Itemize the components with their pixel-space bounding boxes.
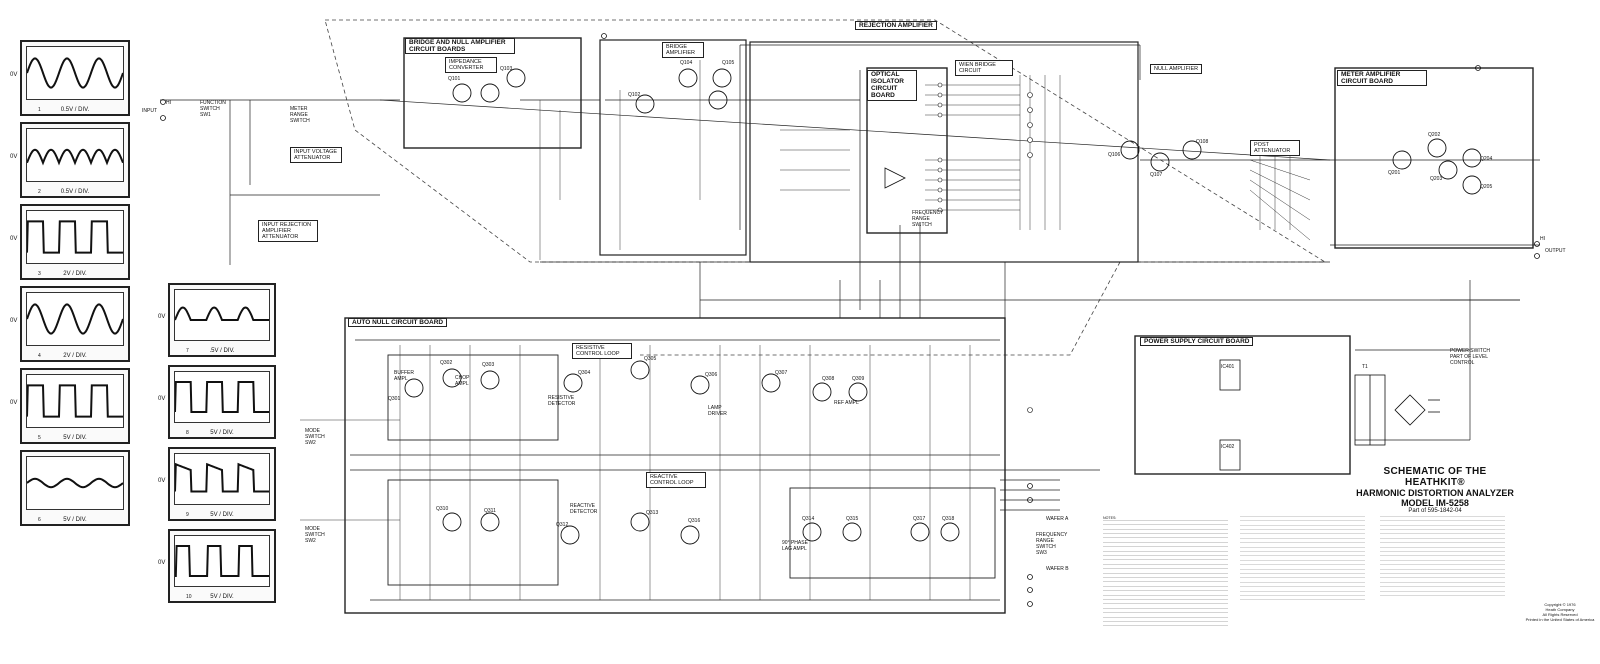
scope-zero-label: 0V <box>10 400 18 406</box>
lamp-driver-label: LAMP DRIVER <box>708 405 727 417</box>
scope-screen <box>174 453 270 505</box>
svg-text:SWITCH: SWITCH <box>305 434 325 440</box>
notes-title: NOTES: <box>1103 516 1117 520</box>
svg-text:INPUT: INPUT <box>142 108 157 114</box>
notes-col-1 <box>1103 516 1228 630</box>
svg-text:IC402: IC402 <box>1221 444 1235 450</box>
svg-text:Q315: Q315 <box>846 516 859 522</box>
scope-screen <box>174 535 270 587</box>
svg-text:Q108: Q108 <box>1196 139 1209 145</box>
scope-caption: 5V / DIV. <box>210 430 234 436</box>
copyright-line: Heath Company <box>1545 607 1575 612</box>
scope-marker: 3 <box>38 271 41 277</box>
svg-text:MODE: MODE <box>305 526 320 532</box>
oscilloscope-trace <box>10 204 130 280</box>
transistor-symbols <box>405 69 1481 544</box>
svg-text:Q316: Q316 <box>688 518 701 524</box>
svg-text:Q105: Q105 <box>722 60 735 66</box>
scope-screen <box>26 128 124 182</box>
svg-text:PART OF LEVEL: PART OF LEVEL <box>1450 354 1489 360</box>
svg-text:SWITCH: SWITCH <box>200 106 220 112</box>
buffer-ampl-label: BUFFER AMPL <box>394 370 414 382</box>
scope-zero-label: 0V <box>158 314 166 320</box>
scope-marker: 4 <box>38 353 41 359</box>
svg-text:WAFER B: WAFER B <box>1046 566 1069 572</box>
oscilloscope-trace <box>158 529 276 603</box>
svg-text:Q306: Q306 <box>705 372 718 378</box>
scope-marker: 1 <box>38 107 41 113</box>
q101-label: Q101 <box>448 76 461 82</box>
input-rejection-attenuator-label: INPUT REJECTION AMPLIFIER ATTENUATOR <box>258 220 318 242</box>
scope-marker: 8 <box>186 430 189 436</box>
ref-ampl-label: REF AMPL <box>834 400 859 406</box>
scope-caption: 5V / DIV. <box>210 594 234 600</box>
scope-screen <box>26 46 124 100</box>
diagram-title: SCHEMATIC OF THE <box>1383 466 1487 477</box>
svg-text:Q310: Q310 <box>436 506 449 512</box>
oscilloscope-trace <box>10 368 130 444</box>
svg-text:Q203: Q203 <box>1430 176 1443 182</box>
scope-zero-label: 0V <box>158 478 166 484</box>
diagram-subtitle: HARMONIC DISTORTION ANALYZER <box>1356 488 1514 498</box>
svg-text:T1: T1 <box>1362 364 1368 370</box>
impedance-converter-label: IMPEDANCE CONVERTER <box>445 57 497 73</box>
svg-text:Q312: Q312 <box>556 522 569 528</box>
oscilloscope-trace <box>10 286 130 362</box>
svg-text:SW3: SW3 <box>1036 550 1047 556</box>
scope-zero-label: 0V <box>10 318 18 324</box>
diagram-brand: HEATHKIT® <box>1405 477 1465 488</box>
scope-caption: 5V / DIV. <box>63 435 87 441</box>
post-attenuator-label: POST ATTENUATOR <box>1250 140 1300 156</box>
svg-text:Q107: Q107 <box>1150 172 1163 178</box>
svg-text:METER: METER <box>290 106 308 112</box>
svg-text:RANGE: RANGE <box>1036 538 1054 544</box>
svg-text:Q202: Q202 <box>1428 132 1441 138</box>
oscilloscope-trace <box>158 365 276 439</box>
svg-text:Q318: Q318 <box>942 516 955 522</box>
svg-text:HI: HI <box>166 100 171 106</box>
svg-text:Q302: Q302 <box>440 360 453 366</box>
scope-zero-label: 0V <box>158 396 166 402</box>
scope-caption: 0.5V / DIV. <box>60 107 90 113</box>
scope-screen <box>174 371 270 423</box>
scope-caption: 2V / DIV. <box>63 271 87 277</box>
scope-screen <box>26 210 124 264</box>
chop-ampl-label: CHOP AMPL <box>455 375 470 387</box>
scope-screen <box>26 292 124 346</box>
svg-text:MODE: MODE <box>305 428 320 434</box>
svg-text:WAFER A: WAFER A <box>1046 516 1069 522</box>
scope-marker: 5 <box>38 435 41 441</box>
svg-text:Q311: Q311 <box>484 508 496 514</box>
scope-screen <box>26 456 124 510</box>
svg-text:SWITCH: SWITCH <box>305 532 325 538</box>
svg-text:RANGE: RANGE <box>290 112 308 118</box>
scope-zero-label: 0V <box>10 154 18 160</box>
copyright-line: Printed in the United States of America <box>1525 617 1595 622</box>
notes-col-2 <box>1240 516 1365 604</box>
svg-text:Q204: Q204 <box>1480 156 1493 162</box>
svg-text:Q303: Q303 <box>482 362 495 368</box>
scope-zero-label: 0V <box>10 72 18 78</box>
svg-text:CONTROL: CONTROL <box>1450 360 1475 366</box>
wien-bridge-label: WIEN BRIDGE CIRCUIT <box>955 60 1013 76</box>
svg-text:SW1: SW1 <box>200 112 211 118</box>
svg-text:OUTPUT: OUTPUT <box>1545 248 1566 254</box>
svg-text:Q205: Q205 <box>1480 184 1493 190</box>
scope-marker: 6 <box>38 517 41 523</box>
oscilloscope-trace <box>158 447 276 521</box>
scope-caption: .5V / DIV. <box>209 348 235 354</box>
power-supply-board-label: POWER SUPPLY CIRCUIT BOARD <box>1140 337 1253 346</box>
svg-text:Q102: Q102 <box>628 92 641 98</box>
title-block <box>1330 466 1540 514</box>
scope-marker: 2 <box>38 189 41 195</box>
meter-amplifier-board-label: METER AMPLIFIER CIRCUIT BOARD <box>1337 70 1427 86</box>
svg-text:Q309: Q309 <box>852 376 865 382</box>
null-amplifier-label: NULL AMPLIFIER <box>1150 64 1202 74</box>
copyright-block <box>1520 602 1600 622</box>
svg-text:IC401: IC401 <box>1221 364 1235 370</box>
oscilloscope-trace <box>10 40 130 116</box>
svg-text:HI: HI <box>1540 236 1545 242</box>
bridge-null-board-outline <box>404 38 581 148</box>
diagram-model: MODEL IM-5258 <box>1401 498 1469 508</box>
svg-text:SWITCH: SWITCH <box>1036 544 1056 550</box>
scope-caption: 0.5V / DIV. <box>60 189 90 195</box>
auto-null-board-label: AUTO NULL CIRCUIT BOARD <box>348 318 447 327</box>
oscilloscope-trace <box>10 122 130 198</box>
bridge-amplifier-label: BRIDGE AMPLIFIER <box>662 42 704 58</box>
oscilloscope-trace <box>158 283 276 357</box>
scope-screen <box>174 289 270 341</box>
svg-text:Q314: Q314 <box>802 516 815 522</box>
optical-isolator-board-label: OPTICAL ISOLATOR CIRCUIT BOARD <box>867 70 917 101</box>
svg-text:Q301: Q301 <box>388 396 401 402</box>
power-supply-board-outline <box>1135 336 1350 474</box>
reactive-control-loop-label: REACTIVE CONTROL LOOP <box>646 472 706 488</box>
svg-text:Q103: Q103 <box>500 66 513 72</box>
scope-caption: 5V / DIV. <box>63 517 87 523</box>
oscilloscope-trace <box>20 450 130 526</box>
svg-text:Q304: Q304 <box>578 370 591 376</box>
frequency-range-switch-label: FREQUENCY RANGE SWITCH <box>912 210 944 228</box>
svg-text:Q104: Q104 <box>680 60 693 66</box>
bridge-null-board-label: BRIDGE AND NULL AMPLIFIER CIRCUIT BOARDS <box>405 38 515 54</box>
scope-marker: 10 <box>186 594 192 600</box>
resistive-detector-label: RESISTIVE DETECTOR <box>548 395 576 407</box>
svg-text:POWER SWITCH: POWER SWITCH <box>1450 348 1490 354</box>
svg-text:Q106: Q106 <box>1108 152 1121 158</box>
scope-marker: 7 <box>186 348 189 354</box>
notes-col-3 <box>1380 516 1505 596</box>
scope-marker: 9 <box>186 512 189 518</box>
scope-zero-label: 0V <box>10 236 18 242</box>
phase-lag-ampl-label: 90° PHASE LAG AMPL <box>782 540 808 552</box>
copyright-line: Copyright © 1976 <box>1544 602 1576 607</box>
svg-text:Q317: Q317 <box>913 516 926 522</box>
reactive-detector-label: REACTIVE DETECTOR <box>570 503 598 515</box>
svg-text:FREQUENCY: FREQUENCY <box>1036 532 1068 538</box>
svg-text:FUNCTION: FUNCTION <box>200 100 226 106</box>
resistive-control-loop-label: RESISTIVE CONTROL LOOP <box>572 343 632 359</box>
scope-caption: 5V / DIV. <box>210 512 234 518</box>
copyright-line: All Rights Reserved <box>1542 612 1578 617</box>
scope-zero-label: 0V <box>158 560 166 566</box>
svg-text:Q201: Q201 <box>1388 170 1401 176</box>
rejection-amplifier-label: REJECTION AMPLIFIER <box>855 21 937 30</box>
svg-text:Q308: Q308 <box>822 376 835 382</box>
svg-text:SW2: SW2 <box>305 538 316 544</box>
diagram-part-number: Part of 595-1842-04 <box>1408 508 1462 514</box>
svg-text:Q305: Q305 <box>644 356 657 362</box>
svg-text:SWITCH: SWITCH <box>290 118 310 124</box>
svg-text:Q307: Q307 <box>775 370 788 376</box>
svg-text:SW2: SW2 <box>305 440 316 446</box>
scope-screen <box>26 374 124 428</box>
meter-amplifier-board-outline <box>1335 68 1533 248</box>
input-voltage-attenuator-label: INPUT VOLTAGE ATTENUATOR <box>290 147 342 163</box>
svg-text:Q313: Q313 <box>646 510 659 516</box>
scope-caption: 2V / DIV. <box>63 353 87 359</box>
